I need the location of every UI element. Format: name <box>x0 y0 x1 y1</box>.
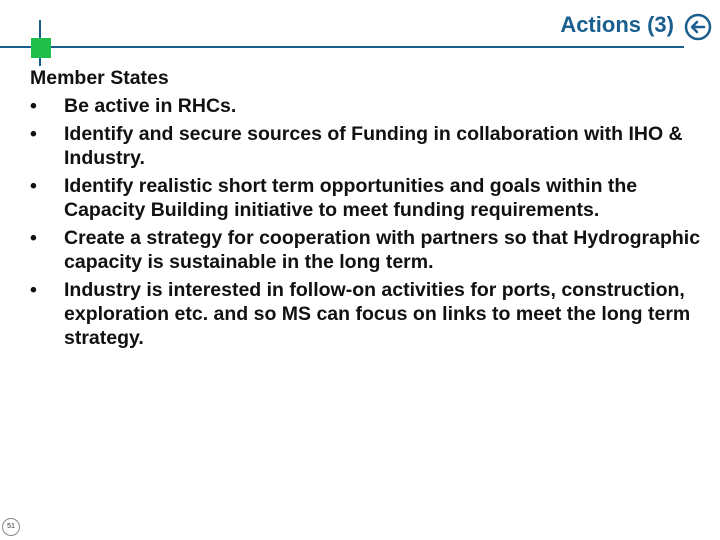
circle-arrow-left-icon[interactable] <box>684 12 712 42</box>
bullet-marker: • <box>30 123 37 145</box>
slide-title: Actions (3) <box>560 12 674 37</box>
list-item <box>30 278 706 350</box>
bullet-list <box>30 94 706 350</box>
title-rule <box>0 46 684 48</box>
section-heading: Member States <box>30 67 169 89</box>
list-item-text: Create a strategy for cooperation with partners so that Hydrographic capacity is sustainable in the long term. <box>64 227 701 273</box>
bullet-marker: • <box>30 95 37 117</box>
list-item-text: Be active in RHCs. <box>64 95 237 117</box>
list-item-text: Identify realistic short term opportunities and goals within the Capacity Building initiative to meet funding requirements. <box>64 175 638 221</box>
list-item <box>30 174 706 222</box>
list-item <box>30 226 706 274</box>
slide-body <box>30 66 706 354</box>
bullet-marker: • <box>30 279 37 301</box>
list-item <box>30 94 706 118</box>
bullet-marker: • <box>30 175 37 197</box>
rule-marker-square <box>31 38 51 58</box>
page-number: 51 <box>2 518 20 536</box>
bullet-marker: • <box>30 227 37 249</box>
list-item <box>30 122 706 170</box>
list-item-text: Industry is interested in follow-on activities for ports, construction, exploration etc. and so MS can focus on links to meet the long term strategy. <box>64 279 691 349</box>
list-item-text: Identify and secure sources of Funding in collaboration with IHO & Industry. <box>64 123 683 169</box>
